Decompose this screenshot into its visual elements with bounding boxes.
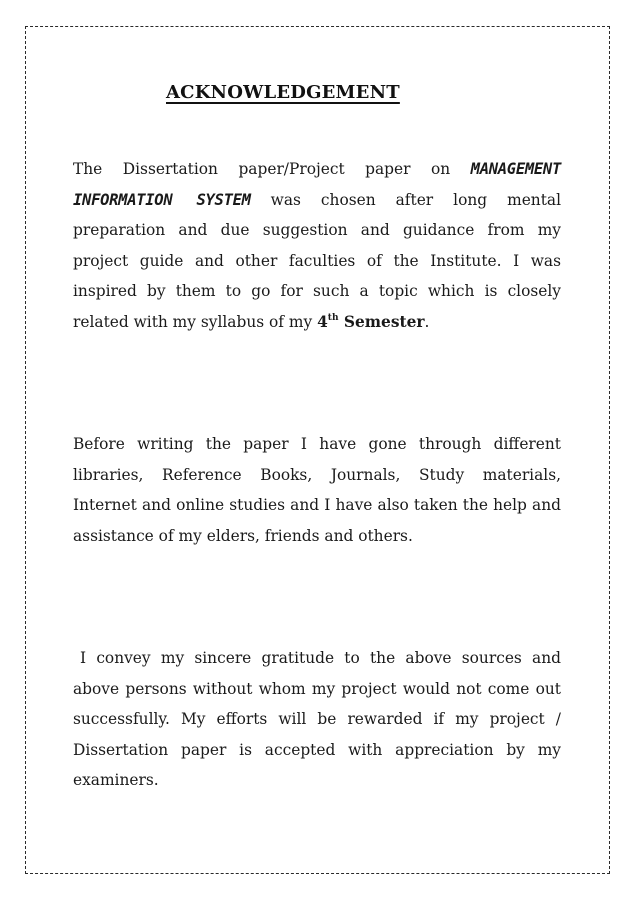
semester-number: 4 [317, 312, 328, 331]
semester-word: Semester [338, 312, 425, 331]
page-title: ACKNOWLEDGEMENT [166, 82, 400, 103]
topic-emphasis: MANAGEMENT INFORMATION SYSTEM [73, 160, 561, 209]
paragraph-text: . [424, 312, 430, 331]
paragraph-text: was chosen after long mental preparation and due suggestion and guidance from my project guide and other faculties of the Institute. I was inspired by them to go for such a topic which is closely related with my syllabus of my [73, 190, 561, 331]
paragraph-text: The Dissertation paper/Project paper on [73, 160, 471, 178]
paragraph-sources: Before writing the paper I have gone through different libraries, Reference Books, Journals, Study materials, Internet and online studies and I have also taken the help and assistance of my elders, friends and others. [73, 435, 561, 545]
paragraph-gratitude: I convey my sincere gratitude to the above sources and above persons without whom my project would not come out successfully. My efforts will be rewarded if my project / Dissertation paper is accepted with appreciation by my examiners. [73, 649, 561, 789]
semester-ordinal-suffix: th [327, 312, 339, 323]
paragraph-topic-choice [73, 154, 561, 337]
